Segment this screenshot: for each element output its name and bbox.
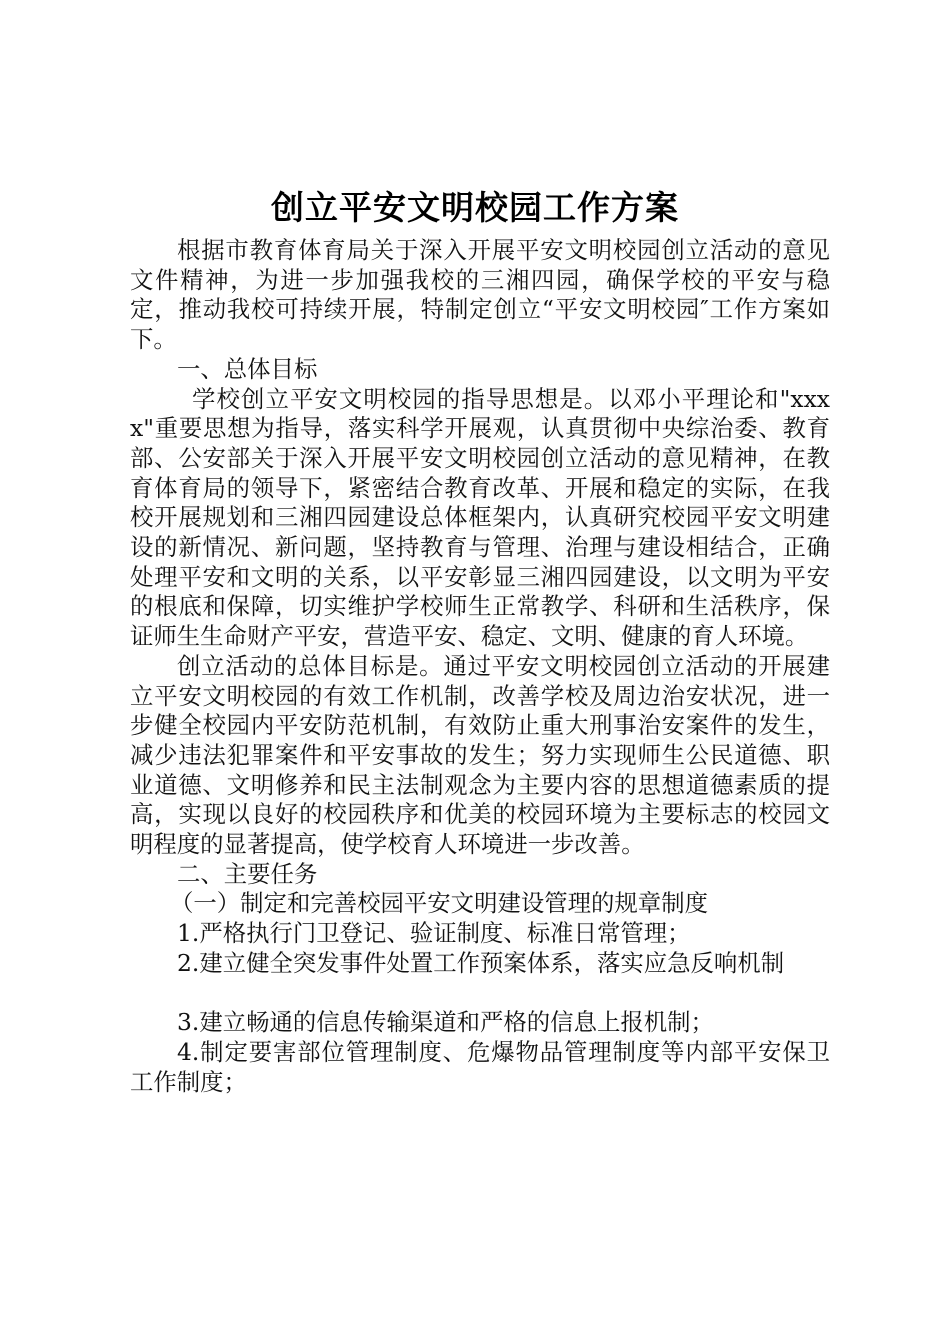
page-title: 创立平安文明校园工作方案 <box>271 188 679 227</box>
intro-paragraph: 根据市教育体育局关于深入开展平安文明校园创立活动的意见文件精神，为进一步加强我校的三湘四园，确保学校的平安与稳定，推动我校可持续开展，特制定创立“平安文明校园″工作方案如下。 <box>130 236 830 354</box>
list-item: 3.建立畅通的信息传输渠道和严格的信息上报机制； <box>177 1008 714 1037</box>
subsection-heading-rules: （一）制定和完善校园平安文明建设管理的规章制度 <box>170 889 708 918</box>
document-body <box>130 236 830 1097</box>
list-item: 2.建立健全突发事件处置工作预案体系，落实应急反响机制 <box>177 948 785 977</box>
section-heading-main-tasks: 二、主要任务 <box>177 859 318 888</box>
guiding-thought-paragraph: 学校创立平安文明校园的指导思想是。以邓小平理论和"xxxx"重要思想为指导，落实科学开展观，认真贯彻中央综治委、教育部、公安部关于深入开展平安文明校园创立活动的意见精神，在教育体育局的领导下，紧密结合教育改革、开展和稳定的实际，在我校开展规划和三湘四园建设总体框架内，认真研究校园平安文明建设的新情况、新问题，坚持教育与管理、治理与建设相结合，正确处理平安和文明的关系，以平安彰显三湘四园建设，以文明为平安的根底和保障，切实维护学校师生正常教学、科研和生活秩序，保证师生生命财产平安，营造平安、稳定、文明、健康的育人环境。 <box>130 384 830 651</box>
overall-goal-paragraph: 创立活动的总体目标是。通过平安文明校园创立活动的开展建立平安文明校园的有效工作机制，改善学校及周边治安状况，进一步健全校园内平安防范机制，有效防止重大刑事治安案件的发生，减少违法犯罪案件和平安事故的发生；努力实现师生公民道德、职业道德、文明修养和民主法制观念为主要内容的思想道德素质的提高，实现以良好的校园秩序和优美的校园环境为主要标志的校园文明程度的显著提高，使学校育人环境进一步改善。 <box>130 651 830 859</box>
section-heading-general-goal: 一、总体目标 <box>177 354 318 383</box>
list-item: 1.严格执行门卫登记、验证制度、标准日常管理； <box>177 919 691 948</box>
list-item: 4.制定要害部位管理制度、危爆物品管理制度等内部平安保卫工作制度； <box>130 1037 830 1096</box>
